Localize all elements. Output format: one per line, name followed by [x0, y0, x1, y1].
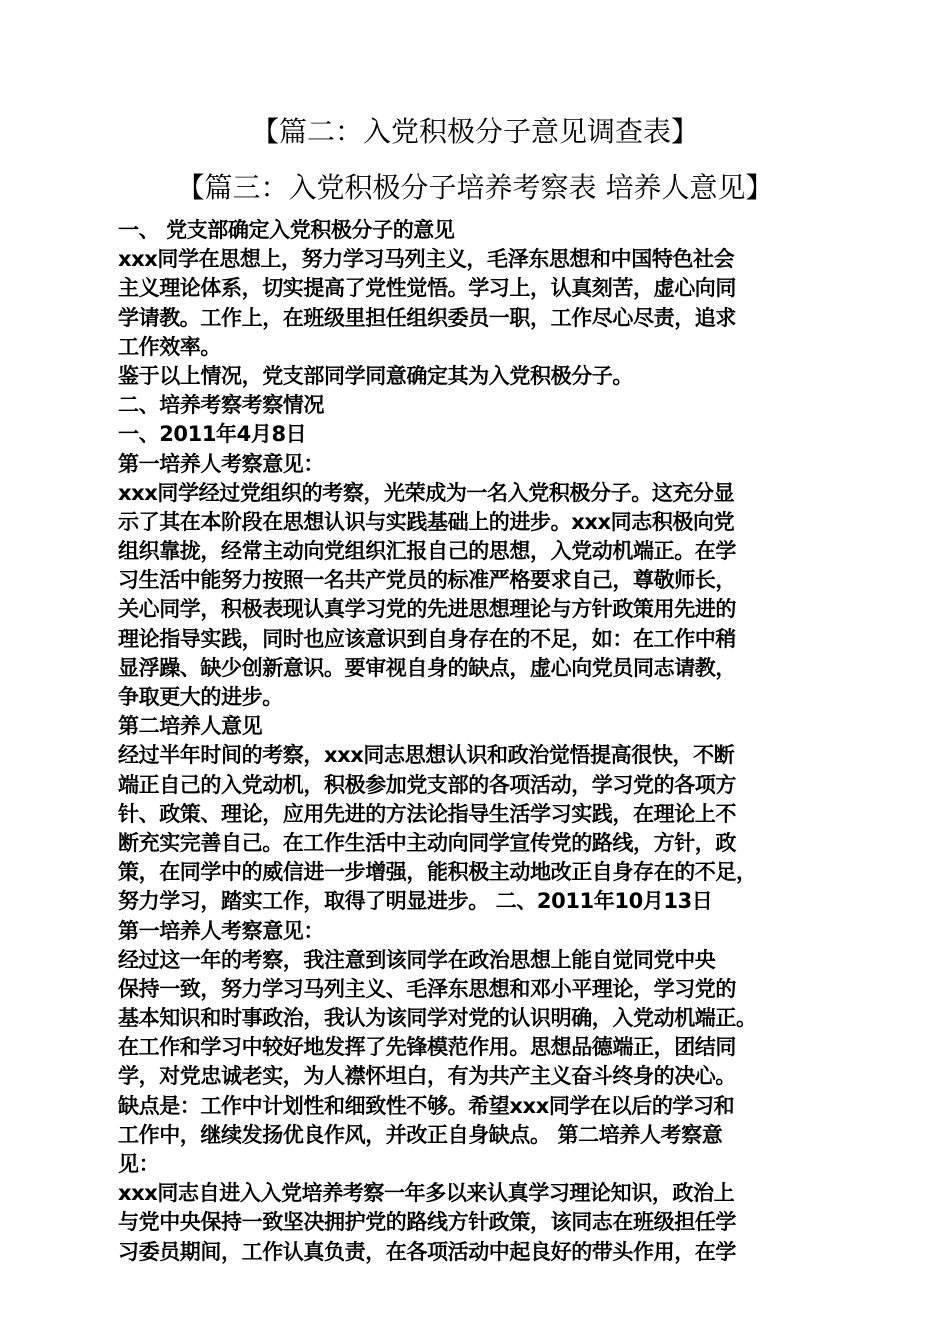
paragraph-line: 针、政策、理论，应用先进的方法论指导生活学习实践，在理论上不 — [118, 801, 736, 826]
section-title-3: 【篇三：入党积极分子培养考察表 培养人意见】 — [176, 171, 774, 204]
paragraph-line: 习委员期间，工作认真负责，在各项活动中起良好的带头作用，在学 — [118, 1239, 736, 1264]
paragraph-line: xxx同志自进入入党培养考察一年多以来认真学习理论知识，政治上 — [118, 1181, 735, 1206]
paragraph-line: 工作中，继续发扬优良作风，并改正自身缺点。 第二培养人考察意 — [118, 1122, 723, 1147]
paragraph-line: 在工作和学习中较好地发挥了先锋模范作用。思想品德端正，团结同 — [118, 1035, 736, 1060]
paragraph-line: 见： — [118, 1152, 160, 1176]
paragraph-line: xxx同学在思想上，努力学习马列主义，毛泽东思想和中国特色社会 — [118, 247, 735, 272]
paragraph-line: 努力学习，踏实工作，取得了明显进步。 二、2011年10月13日 — [118, 889, 713, 914]
paragraph-line: 理论指导实践，同时也应该意识到自身存在的不足，如：在工作中稍 — [118, 626, 736, 651]
subheading-first-trainer: 第一培养人考察意见： — [118, 918, 324, 943]
paragraph-line: 主义理论体系，切实提高了党性觉悟。学习上，认真刻苦，虚心向同 — [118, 276, 736, 301]
paragraph-line: 与党中央保持一致坚决拥护党的路线方针政策，该同志在班级担任学 — [118, 1210, 736, 1235]
paragraph-line: 经过半年时间的考察，xxx同志思想认识和政治觉悟提高很快，不断 — [118, 743, 735, 768]
paragraph-line: 鉴于以上情况，党支部同学同意确定其为入党积极分子。 — [118, 363, 633, 388]
subheading-first-trainer: 第一培养人考察意见： — [118, 451, 324, 476]
paragraph-line: 显浮躁、缺少创新意识。要审视自身的缺点，虚心向党员同志请教， — [118, 655, 736, 680]
paragraph-line: xxx同学经过党组织的考察，光荣成为一名入党积极分子。这充分显 — [118, 480, 735, 505]
paragraph-line: 端正自己的入党动机，积极参加党支部的各项活动，学习党的各项方 — [118, 772, 736, 797]
paragraph-line: 基本知识和时事政治，我认为该同学对党的认识明确，入党动机端正。 — [118, 1006, 757, 1031]
paragraph-line: 断充实完善自己。在工作生活中主动向同学宣传党的路线，方针，政 — [118, 830, 736, 855]
paragraph-line: 学，对党忠诚老实，为人襟怀坦白，有为共产主义奋斗终身的决心。 — [118, 1064, 736, 1089]
document-body — [118, 216, 840, 1267]
section-title-2: 【篇二：入党积极分子意见调查表】 — [250, 115, 699, 148]
subheading-second-trainer: 第二培养人意见 — [118, 714, 263, 739]
heading-training-inspection: 二、培养考察考察情况 — [118, 393, 324, 418]
paragraph-line: 争取更大的进步。 — [118, 685, 283, 709]
paragraph-line: 策，在同学中的威信进一步增强，能积极主动地改正自身存在的不足， — [118, 860, 757, 885]
paragraph-line: 组织靠拢，经常主动向党组织汇报自己的思想，入党动机端正。在学 — [118, 539, 736, 564]
heading-party-branch-opinion: 一、 党支部确定入党积极分子的意见 — [118, 218, 455, 242]
paragraph-line: 关心同学，积极表现认真学习党的先进思想理论与方针政策用先进的 — [118, 597, 736, 622]
paragraph-line: 经过这一年的考察，我注意到该同学在政治思想上能自觉同党中央 — [118, 947, 716, 972]
paragraph-line: 保持一致，努力学习马列主义、毛泽东思想和邓小平理论，学习党的 — [118, 976, 736, 1001]
paragraph-line: 学请教。工作上，在班级里担任组织委员一职，工作尽心尽责，追求 — [118, 305, 736, 330]
date-heading: 一、2011年4月8日 — [118, 422, 307, 447]
paragraph-line: 习生活中能努力按照一名共产党员的标准严格要求自己，尊敬师长， — [118, 568, 736, 593]
paragraph-line: 工作效率。 — [118, 334, 221, 359]
paragraph-line: 示了其在本阶段在思想认识与实践基础上的进步。xxx同志积极向党 — [118, 509, 735, 534]
paragraph-line: 缺点是：工作中计划性和细致性不够。希望xxx同学在以后的学习和 — [118, 1093, 735, 1118]
